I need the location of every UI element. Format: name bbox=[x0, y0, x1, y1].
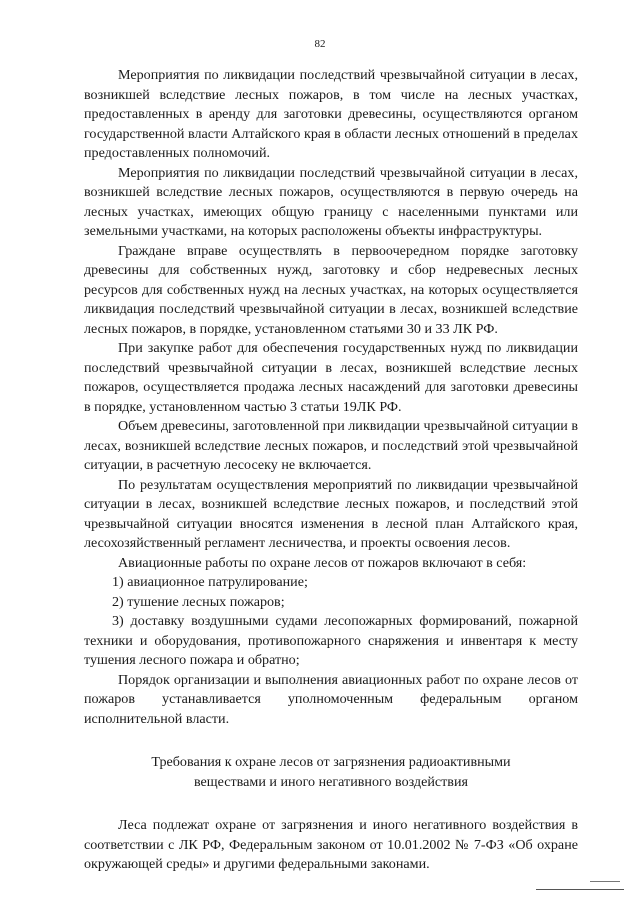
scan-edge-mark bbox=[590, 881, 620, 882]
list-item-patrol: 1) авиационное патрулирование; bbox=[112, 574, 308, 590]
paragraph-liquidation-priority: Мероприятия по ликвидации последствий чрезвычайной ситуации в лесах, возникшей вследствие лесных пожаров, осуществляются в первую очередь на лесных участках, имеющих общую границу с населенными пунктами или земельными участками, на которых расположены объекты инфраструктуры. bbox=[84, 164, 578, 239]
paragraph-aviation-works-intro: Авиационные работы по охране лесов от пожаров включают в себя: bbox=[118, 554, 527, 571]
scan-edge-line bbox=[536, 889, 624, 890]
section-heading bbox=[84, 753, 578, 792]
paragraph-pollution-protection: Леса подлежат охране от загрязнения и иного негативного воздействия в соответствии с ЛК РФ, Федеральным законом от 10.01.2002 № 7-ФЗ «Об охране окружающей среды» и другими федеральными законами. bbox=[84, 817, 578, 872]
list-item-delivery: 3) доставку воздушными судами лесопожарных формирований, пожарной техники и оборудования, противопожарного снаряжения и инвентаря к месту тушения лесного пожара и обратно; bbox=[84, 613, 578, 668]
list-item-firefighting: 2) тушение лесных пожаров; bbox=[112, 593, 285, 610]
section-heading-line-2: веществами и иного негативного воздействия bbox=[193, 773, 468, 790]
paragraph-procurement: При закупке работ для обеспечения государственных нужд по ликвидации последствий чрезвычайной ситуации в лесах, возникшей вследствие лесных пожаров, осуществляется продажа лесных насаждений для заготовки древесины в порядке, установленном частью 3 статьи 19ЛК РФ. bbox=[84, 340, 578, 415]
paragraph-liquidation-authority: Мероприятия по ликвидации последствий чрезвычайной ситуации в лесах, возникшей вследствие лесных пожаров, в том числе на лесных участках, предоставленных в аренду для заготовки древесины, осуществляются органом государственной власти Алтайского края в области лесных отношений в пределах предоставленных полномочий. bbox=[84, 67, 578, 161]
paragraph-citizens-rights: Граждане вправе осуществлять в первоочередном порядке заготовку древесины для собственных нужд, заготовку и сбор недревесных лесных ресурсов для собственных нужд на лесных участках, на которых осуществляется ликвидация последствий чрезвычайной ситуации в лесах, возникшей вследствие лесных пожаров, в порядке, установленном статьями 30 и 33 ЛК РФ. bbox=[84, 242, 578, 337]
paragraph-aviation-procedure: Порядок организации и выполнения авиационных работ по охране лесов от пожаров устанавливается уполномоченным федеральным органом исполнительной власти. bbox=[84, 671, 578, 727]
paragraph-wood-volume: Объем древесины, заготовленной при ликвидации чрезвычайной ситуации в лесах, возникшей вследствие лесных пожаров, и последствий этой чрезвычайной ситуации, в расчетную лесосеку не включается. bbox=[84, 418, 578, 473]
section-heading-line-1: Требования к охране лесов от загрязнения радиоактивными bbox=[151, 754, 511, 770]
page-number: 82 bbox=[314, 38, 326, 50]
paragraph-forest-plan-changes: По результатам осуществления мероприятий по ликвидации чрезвычайной ситуации в лесах, возникшей вследствие лесных пожаров, и последствий этой чрезвычайной ситуации вносятся изменения в лесной план Алтайского края, лесохозяйственный регламент лесничества, и проекты освоения лесов. bbox=[84, 476, 578, 551]
document-body bbox=[84, 66, 578, 875]
